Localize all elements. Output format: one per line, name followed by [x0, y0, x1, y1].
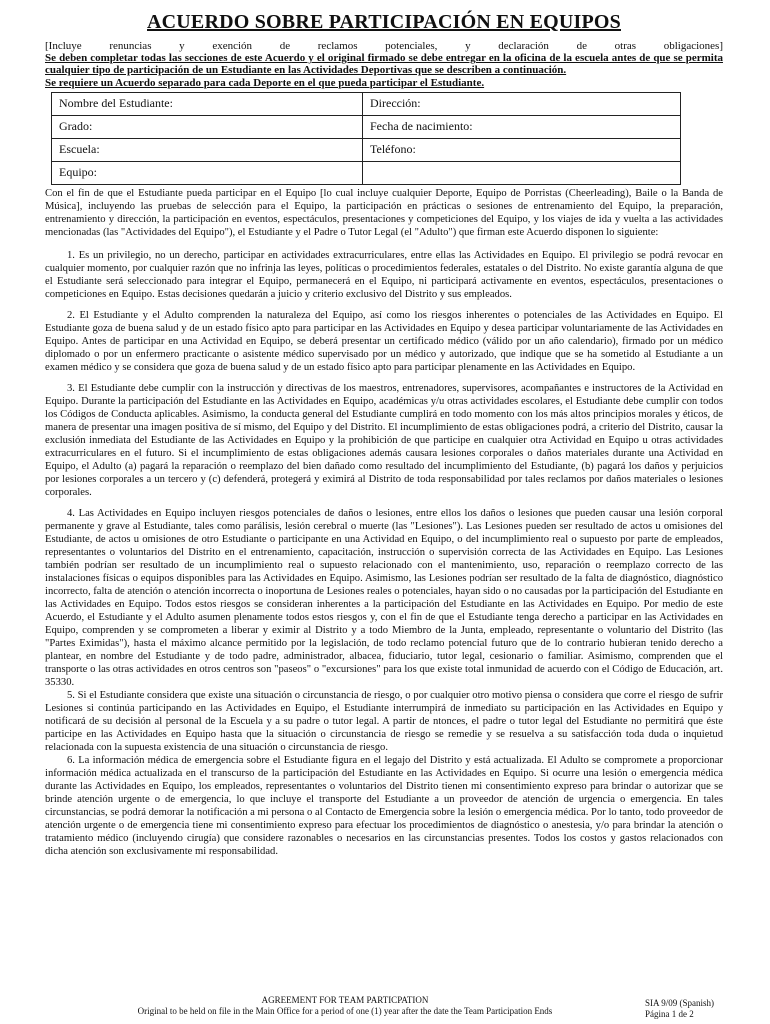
grade-field[interactable]: Grado: — [52, 115, 363, 138]
document-page — [45, 10, 723, 858]
separate-agreement-note: Se requiere un Acuerdo separado para cada Deporte en el que pueda participar el Estudiante. — [45, 76, 485, 89]
footer-center — [105, 995, 585, 1017]
intro-note: [Incluye renuncias y exención de reclamos potenciales, y declaración de otras obligaciones] — [45, 40, 723, 52]
numbered-clauses — [45, 249, 723, 858]
document-title: ACUERDO SOBRE PARTICIPACIÓN EN EQUIPOS — [147, 11, 621, 33]
submission-instructions: Se deben completar todas las secciones de este Acuerdo y el original firmado se debe entregar en la oficina de la escuela antes de que se permita cualquier tipo de participación de un Estudiante en las Actividades Deportivas que se describen a continuación. — [45, 52, 723, 77]
team-field[interactable]: Equipo: — [52, 161, 363, 184]
clause-paragraph: 2. El Estudiante y el Adulto comprenden la naturaleza del Equipo, así como los riesgos inherentes o potenciales de las Actividades en Equipo. El Estudiante goza de buena salud y de un estado físico apto para participar en las Actividades en Equipo y desea participar voluntariamente de las Actividades en Equipo. Antes de participar en una Actividad en Equipo, se deberá presentar un certificado médico (válido por un año calendario), firmado por un médico diplomado o por un enfermero practicante o asistente médico supervisado por un médico y autorizado, que indique que se ha sometido al Estudiante a un examen médico y se considera que goza de buena salud y de un estado físico apto para participar plenamente en las Actividades en Equipo. — [45, 309, 723, 373]
preamble-paragraph: Con el fin de que el Estudiante pueda participar en el Equipo [lo cual incluye cualquier Deporte, Equipo de Porristas (Cheerleading), Baile o la Banda de Música], incluyendo las pruebas de selección para el Equipo, la participación en prácticas o sesiones de entrenamiento del Equipo, la preparación, entrenamiento y dirección, la participación en eventos, espectáculos, presentaciones y competiciones del Equipo, y los viajes de ida y vuelta a las actividades mencionadas (las "Actividades del Equipo"), el Estudiante y el Padre o Tutor Legal (el "Adulto") que firman este Acuerdo disponen lo siguiente: — [45, 187, 723, 238]
clause-paragraph: 3. El Estudiante debe cumplir con la instrucción y directivas de los maestros, entrenadores, supervisores, acompañantes e instructores de la Actividad en Equipo. Durante la participación del Estudiante en las Actividades en Equipo, académicas y/u otras actividades escolares, el Estudiante debe cumplir con todos los Códigos de Conducta aplicables. Asimismo, la conducta general del Estudiante cumplirá en todo momento con los más altos principios morales y éticos, de manera de presentar una imagen positiva de sí mismo, del Equipo y del Distrito. El incumplimiento de estas obligaciones podrá, a criterio del Distrito, causar la exclusión inmediata del Estudiante de las Actividades en Equipo y la prohibición de que participe en cualquier otra Actividad en Equipo u otras actividades extracurriculares en el futuro. Si el incumplimiento de estas obligaciones además causara lesiones corporales o daños materiales durante una Actividad en Equipo, el Adulto (a) pagará la reparación o reemplazo del bien dañado como resultado del incumplimiento del Estudiante, (b) pagará los daños y perjuicios por lesiones corporales a un tercero y (c) defenderá, protegerá y eximirá al Distrito de toda responsabilidad por tales reclamos por daños materiales o lesiones corporales. — [45, 382, 723, 498]
student-info-table — [51, 92, 681, 185]
student-name-field[interactable]: Nombre del Estudiante: — [52, 92, 363, 115]
footer-retention-note: Original to be held on file in the Main Office for a period of one (1) year after the date the Team Participation Ends — [137, 1006, 553, 1016]
agreement-body — [45, 187, 723, 858]
page-footer — [45, 995, 723, 1021]
school-field[interactable]: Escuela: — [52, 138, 363, 161]
birthdate-field[interactable]: Fecha de nacimiento: — [363, 115, 681, 138]
page-number: Página 1 de 2 — [645, 1009, 694, 1019]
clause-paragraph: 6. La información médica de emergencia sobre el Estudiante figura en el legajo del Distrito y está actualizada. El Adulto se compromete a proporcionar información médica actualizada en el transcurso de la participación del Estudiante en las Actividades en Equipo. Si ocurre una lesión o emergencia médica durante las Actividades en Equipo, los empleados, representantes o voluntarios del Distrito tienen mi consentimiento expreso para brindar o autorizar que se brinde atención urgente o de emergencia, lo que incluye el transporte del Estudiante a un proveedor de atención de urgencia o emergencia. En tales circunstancias, se podrá demorar la notificación a mi persona o al Contacto de Emergencia sobre la lesión o emergencia médica. Por lo tanto, todo proveedor de atención urgente o de emergencia tiene mi consentimiento expreso para efectuar los procedimientos de diagnóstico o anestesia, y/o para brindar la atención o tratamiento médico (incluyendo cirugía) que considere razonables o necesarios en las circunstancias presentes. Todos los costos y gastos relacionados con dicha atención son exclusivamente mi responsabilidad. — [45, 754, 723, 857]
form-code: SIA 9/09 (Spanish) — [645, 998, 715, 1008]
clause-paragraph: 4. Las Actividades en Equipo incluyen riesgos potenciales de daños o lesiones, entre ellos los daños o lesiones que pueden causar una lesión corporal permanente y grave al Estudiante, tales como parálisis, lesión cerebral o muerte (las "Lesiones"). Las Lesiones pueden ser resultado de actos u omisiones del Estudiante, de actos u omisiones de otro Estudiante o participante en una Actividad en Equipo, o del incumplimiento real o supuesto por parte de empleados, representantes o voluntarios del Distrito en el entrenamiento, capacitación, instrucción o supervisión correcta de las Actividades en Equipo. Las Lesiones también podrían ser resultado de un incumplimiento real o supuesto relacionado con el mantenimiento, uso, reparación o reemplazo correcto de las instalaciones físicas o equipos disponibles para las Actividades en Equipo. Asimismo, las Lesiones podrían ser resultado de la falta de diagnóstico, diagnóstico incorrecto, falta de atención o atención incorrecta o inoportuna de Lesiones reales o potenciales, hayan sido o no causadas por la participación del Estudiante en las Actividades en Equipo. Todos estos riesgos se consideran inherentes a la participación del Estudiante en las Actividades en Equipo. Por medio de este Acuerdo, el Estudiante y el Adulto asumen plenamente todos estos riesgos y, con el fin de que el Estudiante tenga derecho a participar en las Actividades en Equipo, comprenden y se comprometen a liberar y eximir al Distrito y a todo Miembro de la Junta, empleado, representante o voluntario del Distrito (las "Partes Eximidas"), hasta el máximo alcance permitido por la legislación, de todo reclamo potencial futuro que de lo contrario hubieran tenido derecho a plantear, en nombre del Estudiante y de todo padre, administrador, albacea, fiduciario, tutor legal, cesionario o familiar. Asimismo, comprenden que el transporte o las otras actividades en otros centros son "paseos" o "excursiones" para los que existe total inmunidad de acuerdo con el Código de Educación, art. 35330. — [45, 507, 723, 688]
phone-field[interactable]: Teléfono: — [363, 138, 681, 161]
address-field[interactable]: Dirección: — [363, 92, 681, 115]
footer-form-title: AGREEMENT FOR TEAM PARTICPATION — [261, 995, 429, 1005]
clause-paragraph: 5. Si el Estudiante considera que existe una situación o circunstancia de riesgo, o por cualquier otro motivo piensa o considera que corre el riesgo de sufrir Lesiones si continúa participando en las Actividades en Equipo, el Estudiante interrumpirá de inmediato su participación en las Actividades en Equipo y notificará de su decisión al personal de la Escuela y a su padre o tutor legal. A partir de ntonces, el padre o tutor legal del Estudiante no permitirá que éste participe en las Actividades en Equipo hasta que la situación o circunstancia de riesgo se remedie y se resuelva a su satisfacción toda duda o inquietud relacionada con la supuesta existencia de una situación o circunstancia de riesgo. — [45, 689, 723, 753]
intro-block — [45, 40, 723, 89]
footer-right — [645, 998, 745, 1020]
empty-field-cell — [363, 161, 681, 184]
clause-paragraph: 1. Es un privilegio, no un derecho, participar en actividades extracurriculares, entre ellas las Actividades en Equipo. El privilegio se podrá revocar en cualquier momento, por cualquier razón que no infrinja las leyes, políticas o procedimientos federales, estatales o del Distrito. No existe garantía alguna de que el Estudiante será seleccionado para integrar el Equipo, permanecerá en el Equipo, ni participará activamente en eventos, espectáculos, presentaciones o competiciones en Equipo. Estas decisiones quedarán a juicio y criterio exclusivo del Distrito y sus empleados. — [45, 249, 723, 300]
